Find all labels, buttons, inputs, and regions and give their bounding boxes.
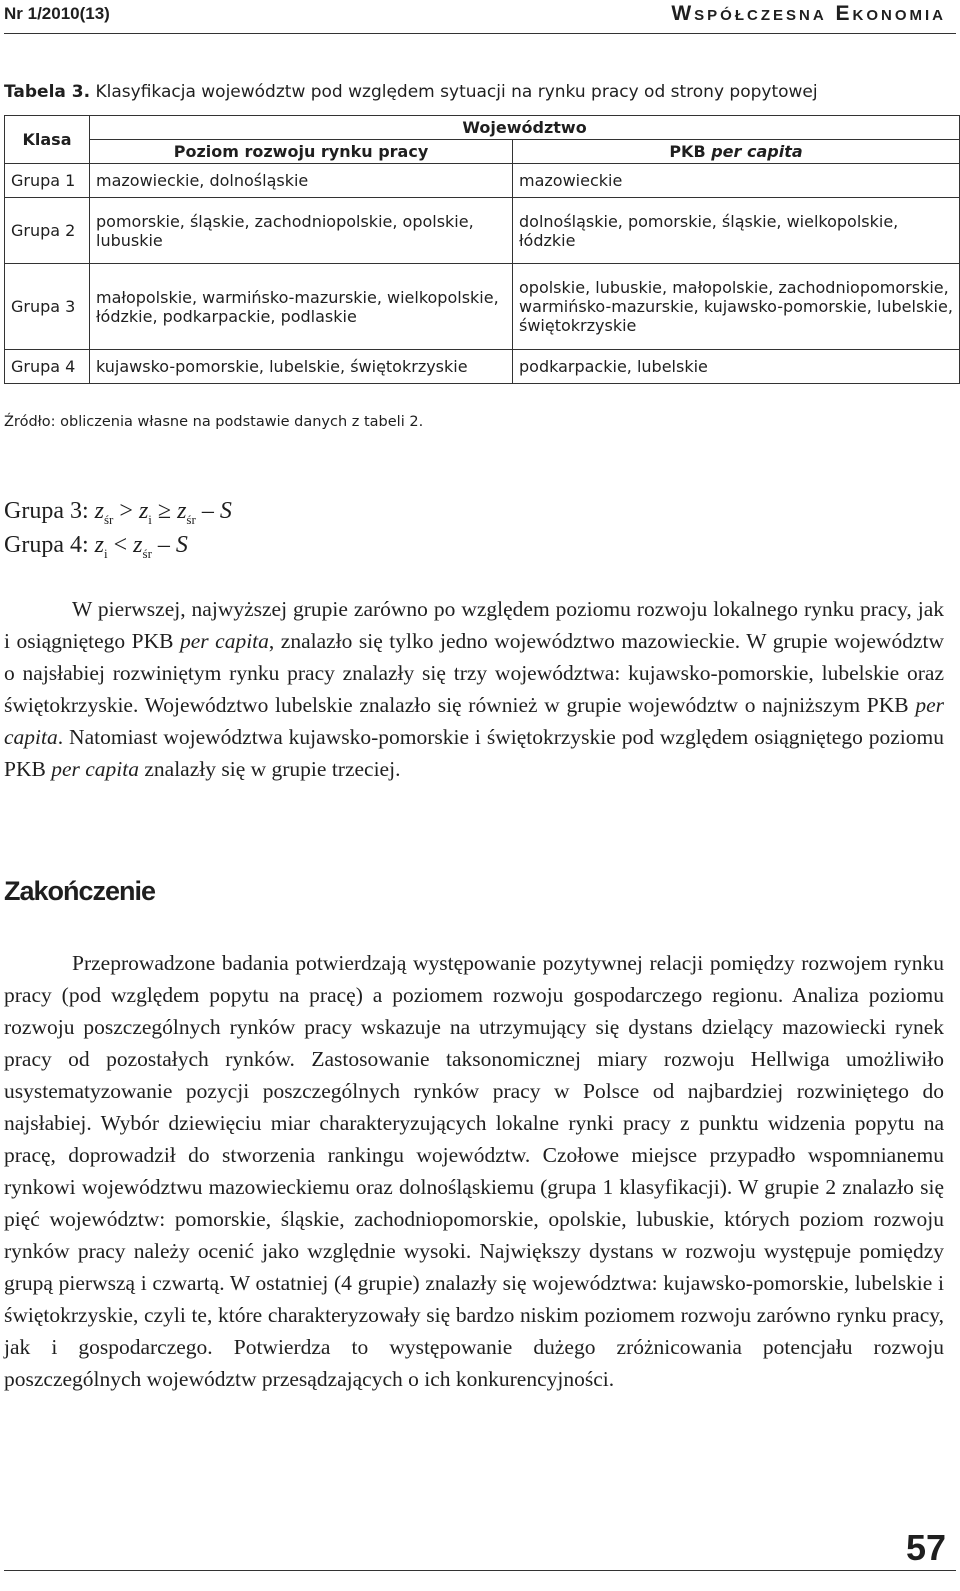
row-pkb: opolskie, lubuskie, małopolskie, zachodniopomorskie, warmińsko-mazurskie, kujawsko-pomorskie, lubelskie, świętokrzyskie	[513, 264, 960, 350]
formula-op: –	[195, 498, 220, 524]
table-caption	[4, 82, 818, 102]
row-klasa: Grupa 4	[5, 350, 90, 384]
table-source: Źródło: obliczenia własne na podstawie danych z tabeli 2.	[4, 414, 424, 430]
col-header-wojewodztwo: Województwo	[90, 116, 960, 140]
formula-var: z	[94, 498, 104, 524]
formula-op: –	[151, 532, 176, 558]
table-row	[5, 198, 960, 264]
formula-var: z	[94, 532, 104, 558]
issue-number: Nr 1/2010(13)	[4, 4, 110, 23]
paragraph-italic: per capita	[51, 757, 139, 781]
table-row	[5, 350, 960, 384]
formula-var: S	[219, 498, 232, 524]
formula-group-4	[4, 532, 188, 562]
paragraph-text: . Natomiast województwa kujawsko-pomorskie i świętokrzyskie pod względem osiągniętego poziomu PKB	[4, 725, 944, 781]
formula-sub: śr	[186, 511, 196, 527]
page-number: 57	[905, 1527, 946, 1568]
table-row	[5, 264, 960, 350]
row-pkb: dolnośląskie, pomorskie, śląskie, wielkopolskie, łódzkie	[513, 198, 960, 264]
table-caption-label: Tabela 3.	[4, 82, 91, 102]
formula-group-3	[4, 498, 232, 528]
paragraph-summary	[4, 593, 944, 785]
row-poziom: kujawsko-pomorskie, lubelskie, świętokrzyskie	[90, 350, 513, 384]
paragraph-italic: per capita	[4, 693, 944, 749]
formula-op: >	[113, 498, 139, 524]
formula-var: S	[175, 532, 188, 558]
paragraph-italic: per capita	[179, 629, 269, 653]
row-pkb: podkarpackie, lubelskie	[513, 350, 960, 384]
paragraph-text: W pierwszej, najwyższej grupie zarówno po względem poziomu rozwoju lokalnego rynku pracy, jak i osiągniętego PKB	[4, 597, 944, 653]
row-poziom: mazowieckie, dolnośląskie	[90, 164, 513, 198]
journal-title: Współczesna Ekonomia	[671, 2, 946, 25]
formula-op: <	[107, 532, 134, 558]
row-poziom: pomorskie, śląskie, zachodniopolskie, opolskie, lubuskie	[90, 198, 513, 264]
table-caption-text: Klasyfikacja województw pod względem sytuacji na rynku pracy od strony popytowej	[90, 82, 818, 102]
row-poziom: małopolskie, warmińsko-mazurskie, wielkopolskie, łódzkie, podkarpackie, podlaskie	[90, 264, 513, 350]
footer-rule	[4, 1570, 956, 1571]
formula-sub: śr	[104, 511, 114, 527]
formula-var: z	[133, 532, 143, 558]
section-heading: Zakończenie	[4, 876, 156, 906]
table-row	[5, 164, 960, 198]
col-header-pkb-italic: per capita	[711, 142, 803, 161]
row-klasa: Grupa 3	[5, 264, 90, 350]
formula-var: z	[177, 498, 187, 524]
formula-prefix: Grupa 3:	[4, 498, 95, 524]
formula-op: ≥	[151, 498, 178, 524]
col-header-poziom: Poziom rozwoju rynku pracy	[90, 140, 513, 164]
formula-sub: i	[148, 511, 152, 527]
formula-prefix: Grupa 4:	[4, 532, 95, 558]
formula-var: z	[138, 498, 149, 524]
col-header-pkb	[513, 140, 960, 164]
paragraph-conclusion: Przeprowadzone badania potwierdzają występowanie pozytywnej relacji pomiędzy rozwojem rynku pracy (pod względem popytu na pracę) a poziomem rozwoju gospodarczego regionu. Analiza poziomu rozwoju poszczególnych rynków pracy wskazuje na utrzymujący się dystans dzielący mazowiecki rynek pracy od pozostałych rynków. Zastosowanie taksonomicznej miary rozwoju Hellwiga umożliwiło usystematyzowanie pozycji poszczególnych rynków pracy w Polsce od najbardziej rozwiniętego do najsłabiej. Wybór dziewięciu miar charakteryzujących lokalne rynki pracy z punktu widzenia popytu na pracę, doprowadził do stworzenia rankingu województw. Czołowe miejsce przypadło wspomnianemu rynkowi województwu mazowieckiemu oraz dolnośląskiemu (grupa 1 klasyfikacji). W grupie 2 znalazło się pięć województw: pomorskie, śląskie, zachodniopomorskie, opolskie, lubuskie, których poziom rozwoju rynków pracy należy ocenić jako względnie wysoki. Największy dystans w rozwoju występuje pomiędzy grupą pierwszą i czwartą. W ostatniej (4 grupie) znalazły się województwa: kujawsko-pomorskie, lubelskie i świętokrzyskie, czyli te, które charakteryzowały się bardzo niskim poziomem rozwoju zarówno rynku pracy, jak i gospodarczego. Potwierdza to występowanie dużego zróżnicowania potencjału rozwoju poszczególnych województw przesądzających o ich konkurencyjności.	[4, 951, 944, 1391]
header-rule	[4, 33, 956, 34]
formula-sub: śr	[142, 545, 152, 561]
row-klasa: Grupa 1	[5, 164, 90, 198]
row-pkb: mazowieckie	[513, 164, 960, 198]
classification-table	[4, 115, 960, 384]
row-klasa: Grupa 2	[5, 198, 90, 264]
formula-sub: i	[104, 545, 108, 561]
col-header-klasa: Klasa	[5, 116, 90, 164]
col-header-pkb-prefix: PKB	[669, 142, 712, 161]
paragraph-text: , znalazło się tylko jedno województwo mazowieckie. W grupie województw o najsłabiej rozwiniętym rynku pracy znalazły się trzy województwa: kujawsko-pomorskie, lubelskie oraz świętokrzyskie. Województwo lubelskie znalazło się również w grupie województw o najniższym PKB	[4, 629, 944, 717]
paragraph-text: znalazły się w grupie trzeciej.	[138, 757, 401, 781]
